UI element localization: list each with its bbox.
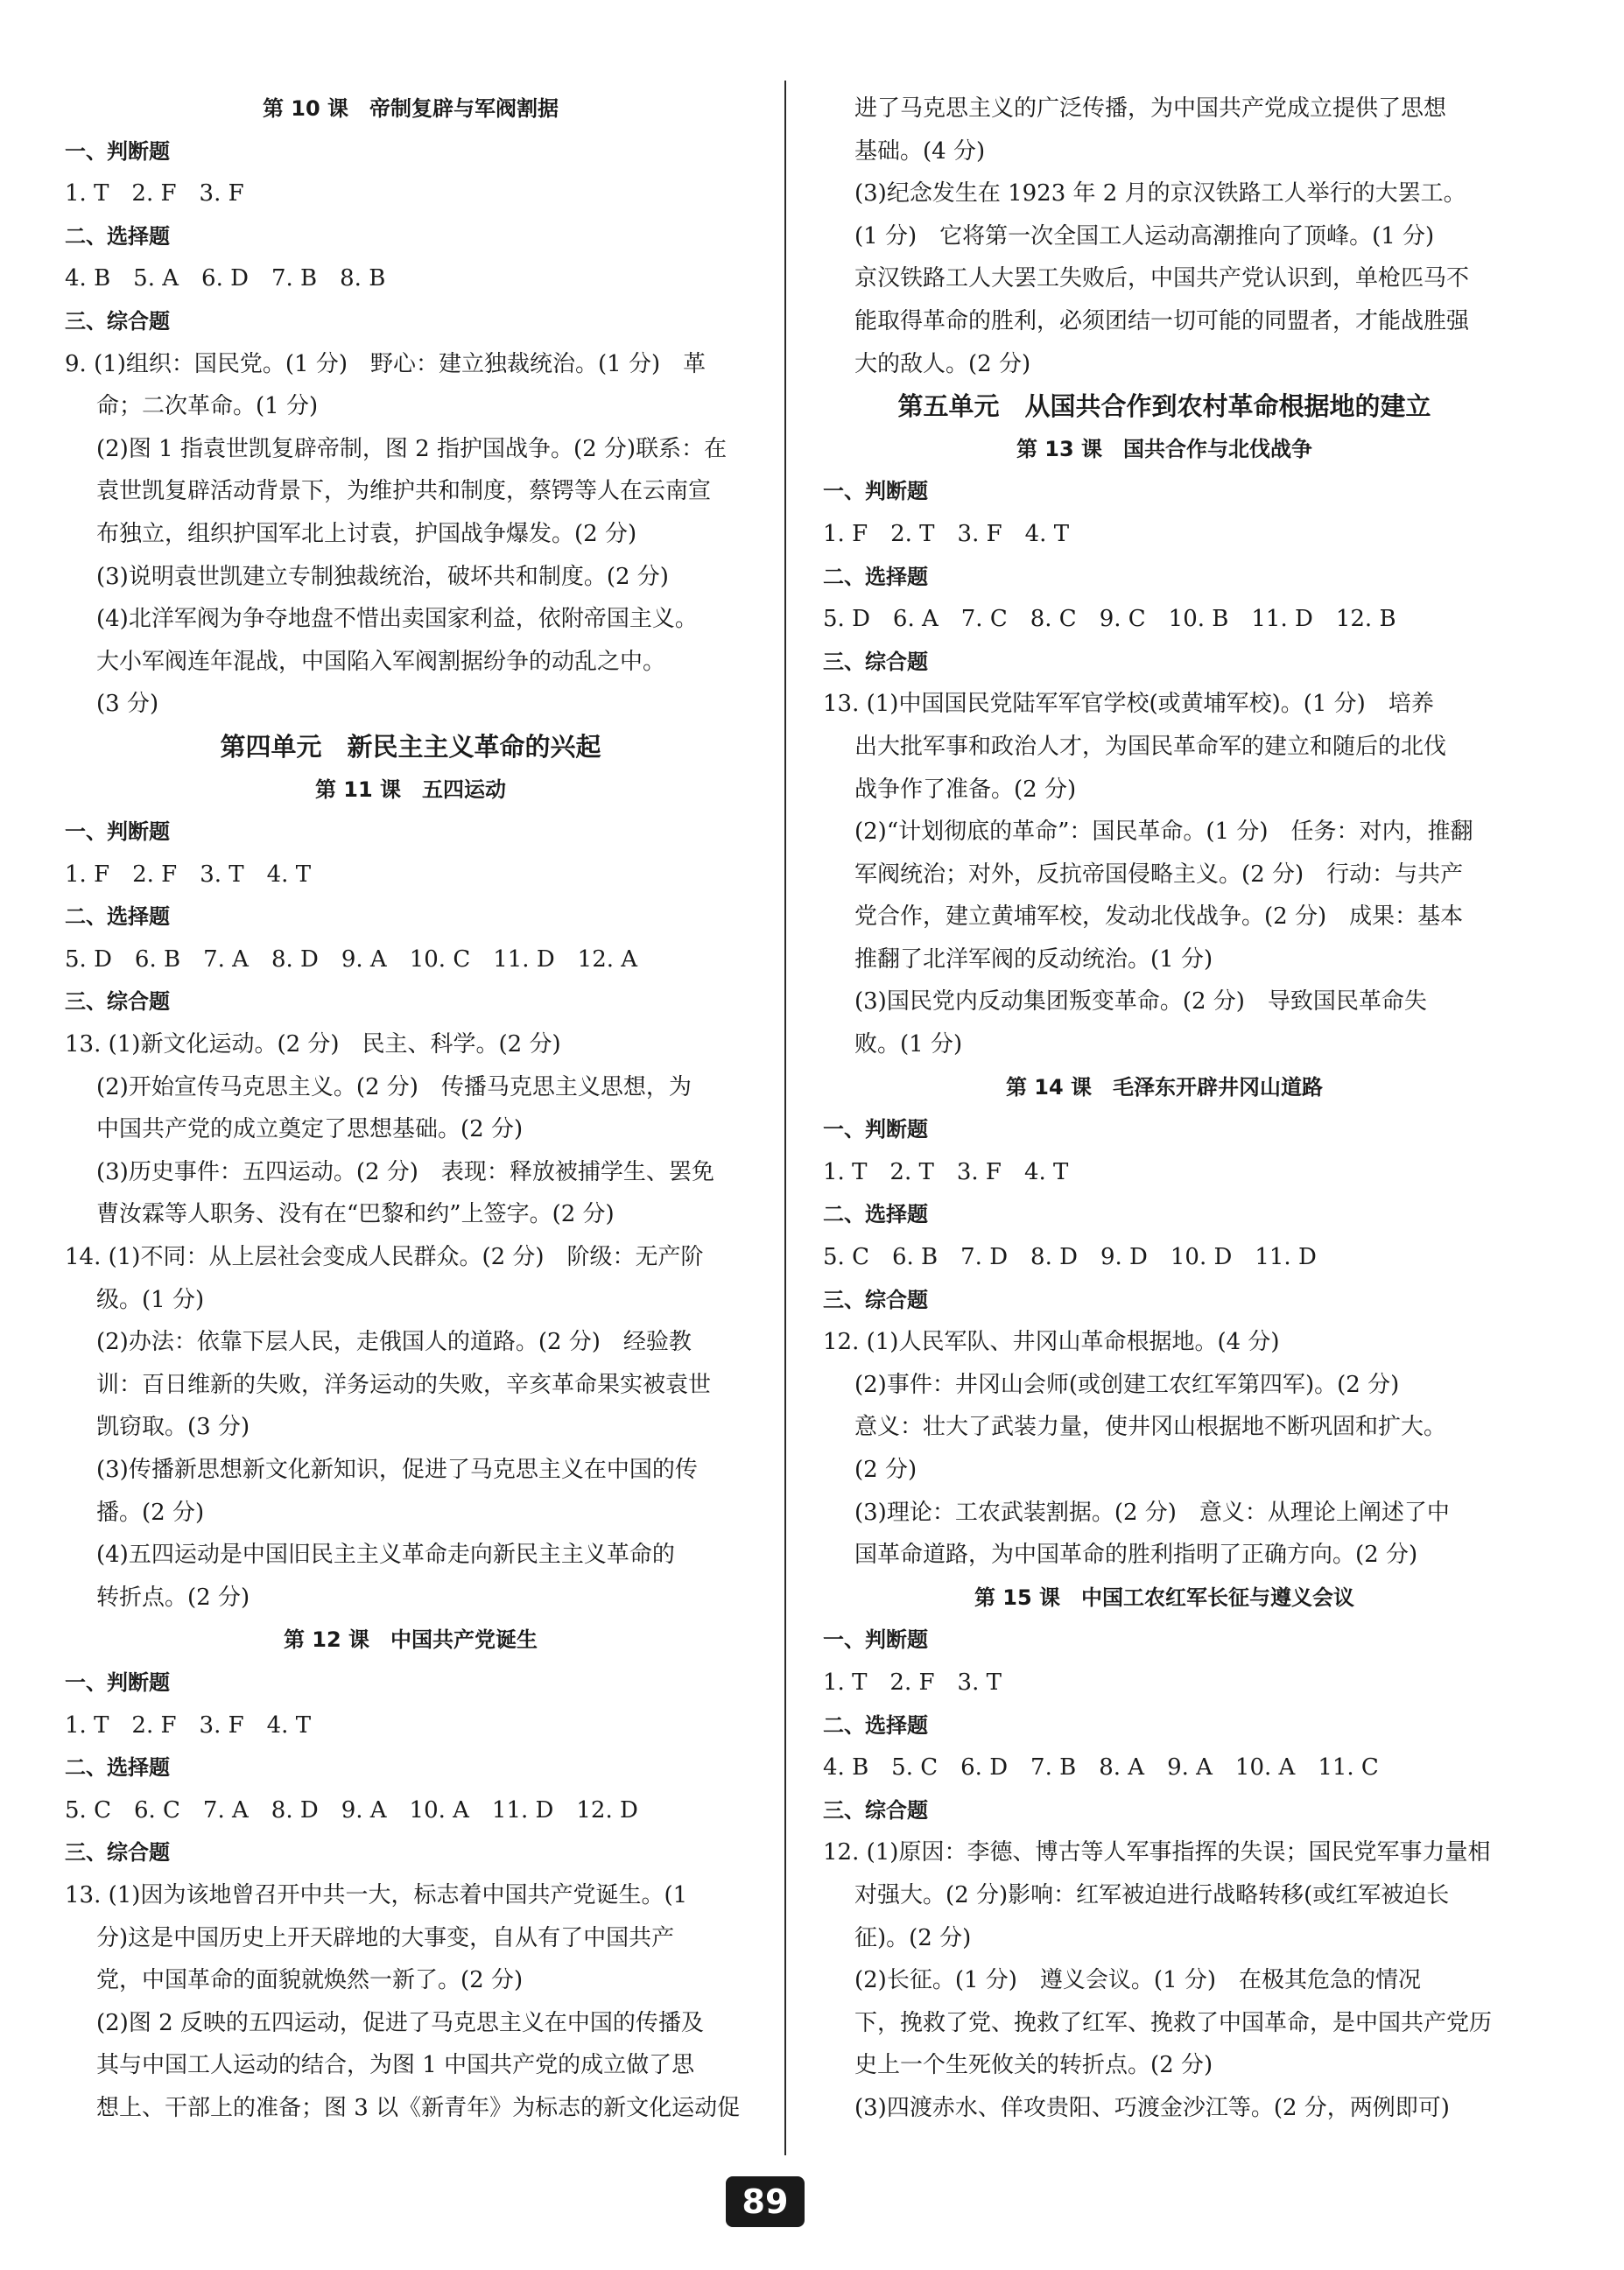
section-heading: 一、判断题 — [823, 1627, 928, 1653]
page-number: 89 — [726, 2176, 805, 2227]
lesson-heading: 第 13 课 国共合作与北伐战争 — [1016, 436, 1313, 461]
answer-line: 训：百日维新的失败，洋务运动的失败，辛亥革命果实被袁世 — [96, 1371, 712, 1398]
answer-line: (3)四渡赤水、佯攻贵阳、巧渡金沙江等。(2 分，两例即可) — [854, 2094, 1450, 2121]
answer-line: 大小军阀连年混战，中国陷入军阀割据纷争的动乱之中。 — [96, 648, 666, 675]
section-heading: 二、选择题 — [823, 564, 928, 589]
unit-heading: 第五单元 从国共合作到农村革命根据地的建立 — [897, 391, 1431, 422]
answer-line: 1. T 2. F 3. T — [823, 1669, 1002, 1696]
answer-line: (3)纪念发生在 1923 年 2 月的京汉铁路工人举行的大罢工。 — [854, 180, 1466, 207]
lesson-heading: 第 11 课 五四运动 — [314, 777, 507, 802]
answer-line: 12. (1)人民军队、井冈山革命根据地。(4 分) — [823, 1329, 1280, 1356]
section-heading: 一、判断题 — [65, 819, 170, 845]
section-heading: 一、判断题 — [823, 479, 928, 504]
section-heading: 二、选择题 — [823, 1712, 928, 1738]
answer-line: (2)办法：依靠下层人民，走俄国人的道路。(2 分) 经验教 — [96, 1329, 692, 1356]
answer-line: (2)开始宣传马克思主义。(2 分) 传播马克思主义思想，为 — [96, 1073, 692, 1100]
answer-line: 分)这是中国历史上开天辟地的大事变，自从有了中国共产 — [96, 1924, 675, 1951]
unit-heading: 第四单元 新民主主义革命的兴起 — [220, 731, 601, 762]
section-heading: 三、综合题 — [823, 1287, 928, 1312]
column-divider — [784, 81, 786, 2155]
answer-line: 对强大。(2 分)影响：红军被迫进行战略转移(或红军被迫长 — [854, 1881, 1450, 1908]
answer-line: (1 分) 它将第一次全国工人运动高潮推向了顶峰。(1 分) — [854, 222, 1435, 249]
section-heading: 一、判断题 — [823, 1117, 928, 1142]
answer-line: (2)“计划彻底的革命”：国民革命。(1 分) 任务：对内，推翻 — [854, 819, 1473, 846]
answer-line: 1. F 2. T 3. F 4. T — [823, 520, 1070, 547]
answer-line: (2)事件：井冈山会师(或创建工农红军第四军)。(2 分) — [854, 1371, 1400, 1398]
section-heading: 一、判断题 — [65, 1669, 170, 1695]
answer-line: 命；二次革命。(1 分) — [96, 393, 319, 420]
answer-line: (2)图 2 反映的五四运动，促进了马克思主义在中国的传播及 — [96, 2009, 704, 2036]
section-heading: 二、选择题 — [823, 1202, 928, 1227]
answer-line: (4)五四运动是中国旧民主主义革命走向新民主主义革命的 — [96, 1542, 675, 1569]
answer-line: 曹汝霖等人职务、没有在“巴黎和约”上签字。(2 分) — [96, 1201, 615, 1228]
answer-line: 1. T 2. F 3. F 4. T — [65, 1711, 312, 1739]
answer-line: (2)长征。(1 分) 遵义会议。(1 分) 在极其危急的情况 — [854, 1967, 1422, 1994]
answer-line: 5. C 6. B 7. D 8. D 9. D 10. D 11. D — [823, 1244, 1317, 1271]
answer-line: 布独立，组织护国军北上讨袁，护国战争爆发。(2 分) — [96, 520, 637, 547]
lesson-heading: 第 15 课 中国工农红军长征与遵义会议 — [974, 1585, 1355, 1610]
answer-line: 战争作了准备。(2 分) — [854, 776, 1077, 803]
answer-line: 大的敌人。(2 分) — [854, 350, 1031, 377]
answer-line: 播。(2 分) — [96, 1499, 205, 1526]
answer-line: 军阀统治；对外，反抗帝国侵略主义。(2 分) 行动：与共产 — [854, 861, 1464, 888]
answer-line: (3 分) — [96, 691, 159, 718]
answer-line: 13. (1)中国国民党陆军军官学校(或黄埔军校)。(1 分) 培养 — [823, 691, 1434, 718]
answer-line: 想上、干部上的准备；图 3 以《新青年》为标志的新文化运动促 — [96, 2094, 741, 2121]
answer-line: 其与中国工人运动的结合，为图 1 中国共产党的成立做了思 — [96, 2052, 695, 2079]
answer-line: (2 分) — [854, 1457, 917, 1483]
answer-line: 国革命道路，为中国革命的胜利指明了正确方向。(2 分) — [854, 1542, 1418, 1569]
answer-line: 5. D 6. A 7. C 8. C 9. C 10. B 11. D 12. B — [823, 606, 1396, 633]
answer-line: 史上一个生死攸关的转折点。(2 分) — [854, 2052, 1213, 2079]
answer-line: 凯窃取。(3 分) — [96, 1414, 250, 1441]
answer-line: 5. D 6. B 7. A 8. D 9. A 10. C 11. D 12. A — [65, 945, 638, 973]
answer-line: 4. B 5. C 6. D 7. B 8. A 9. A 10. A 11. C — [823, 1754, 1379, 1782]
answer-line: 13. (1)因为该地曾召开中共一大，标志着中国共产党诞生。(1 — [65, 1881, 688, 1908]
answer-line: 推翻了北洋军阀的反动统治。(1 分) — [854, 945, 1213, 973]
answer-line: 9. (1)组织：国民党。(1 分) 野心：建立独裁统治。(1 分) 革 — [65, 350, 707, 377]
answer-line: 党合作，建立黄埔军校，发动北伐战争。(2 分) 成果：基本 — [854, 903, 1464, 931]
answer-line: 党，中国革命的面貌就焕然一新了。(2 分) — [96, 1967, 524, 1994]
section-heading: 一、判断题 — [65, 138, 170, 164]
section-heading: 二、选择题 — [65, 223, 170, 249]
answer-line: 4. B 5. A 6. D 7. B 8. B — [65, 265, 386, 292]
lesson-heading: 第 14 课 毛泽东开辟井冈山道路 — [1005, 1074, 1324, 1100]
answer-line: (3)说明袁世凯建立专制独裁统治，破坏共和制度。(2 分) — [96, 563, 669, 590]
answer-line: 下，挽救了党、挽救了红军、挽救了中国革命，是中国共产党历 — [854, 2009, 1493, 2036]
answer-line: 出大批军事和政治人才，为国民革命军的建立和随后的北伐 — [854, 733, 1447, 760]
answer-line: 袁世凯复辟活动背景下，为维护共和制度，蔡锷等人在云南宣 — [96, 478, 712, 505]
answer-line: (2)图 1 指袁世凯复辟帝制，图 2 指护国战争。(2 分)联系：在 — [96, 435, 728, 462]
answer-line: 基础。(4 分) — [854, 137, 986, 165]
answer-line: 意义：壮大了武装力量，使井冈山根据地不断巩固和扩大。 — [854, 1414, 1447, 1441]
section-heading: 三、综合题 — [823, 1797, 928, 1823]
section-heading: 三、综合题 — [65, 989, 170, 1015]
lesson-heading: 第 10 课 帝制复辟与军阀割据 — [262, 96, 559, 121]
answer-line: 1. T 2. F 3. F — [65, 180, 244, 207]
answer-line: 京汉铁路工人大罢工失败后，中国共产党认识到，单枪匹马不 — [854, 265, 1470, 292]
section-heading: 二、选择题 — [65, 1755, 170, 1781]
answer-line: 1. F 2. F 3. T 4. T — [65, 861, 312, 888]
answer-line: 5. C 6. C 7. A 8. D 9. A 10. A 11. D 12. D — [65, 1796, 638, 1824]
answer-line: 级。(1 分) — [96, 1286, 205, 1313]
lesson-heading: 第 12 课 中国共产党诞生 — [283, 1627, 538, 1653]
answer-line: 中国共产党的成立奠定了思想基础。(2 分) — [96, 1116, 524, 1143]
answer-line: (3)理论：工农武装割据。(2 分) 意义：从理论上阐述了中 — [854, 1499, 1450, 1526]
answer-line: (3)国民党内反动集团叛变革命。(2 分) 导致国民革命失 — [854, 988, 1427, 1016]
right-column — [823, 88, 1506, 2130]
answer-line: 征)。(2 分) — [854, 1924, 972, 1951]
answer-line: 进了马克思主义的广泛传播，为中国共产党成立提供了思想 — [854, 95, 1447, 122]
answer-line: 14. (1)不同：从上层社会变成人民群众。(2 分) 阶级：无产阶 — [65, 1244, 704, 1271]
section-heading: 三、综合题 — [823, 649, 928, 674]
answer-line: 1. T 2. T 3. F 4. T — [823, 1158, 1069, 1185]
answer-line: 能取得革命的胜利，必须团结一切可能的同盟者，才能战胜强 — [854, 307, 1470, 334]
section-heading: 三、综合题 — [65, 308, 170, 334]
answer-line: (3)历史事件：五四运动。(2 分) 表现：释放被捕学生、罢免 — [96, 1158, 714, 1185]
answer-line: 转折点。(2 分) — [96, 1584, 250, 1611]
answer-line: 12. (1)原因：李德、博古等人军事指挥的失误；国民党军事力量相 — [823, 1839, 1491, 1866]
answer-line: 败。(1 分) — [854, 1031, 963, 1058]
section-heading: 三、综合题 — [65, 1840, 170, 1866]
left-column — [65, 88, 756, 2130]
answer-line: (4)北洋军阀为争夺地盘不惜出卖国家利益，依附帝国主义。 — [96, 606, 698, 633]
answer-line: (3)传播新思想新文化新知识，促进了马克思主义在中国的传 — [96, 1457, 698, 1483]
answer-line: 13. (1)新文化运动。(2 分) 民主、科学。(2 分) — [65, 1031, 561, 1058]
section-heading: 二、选择题 — [65, 904, 170, 930]
